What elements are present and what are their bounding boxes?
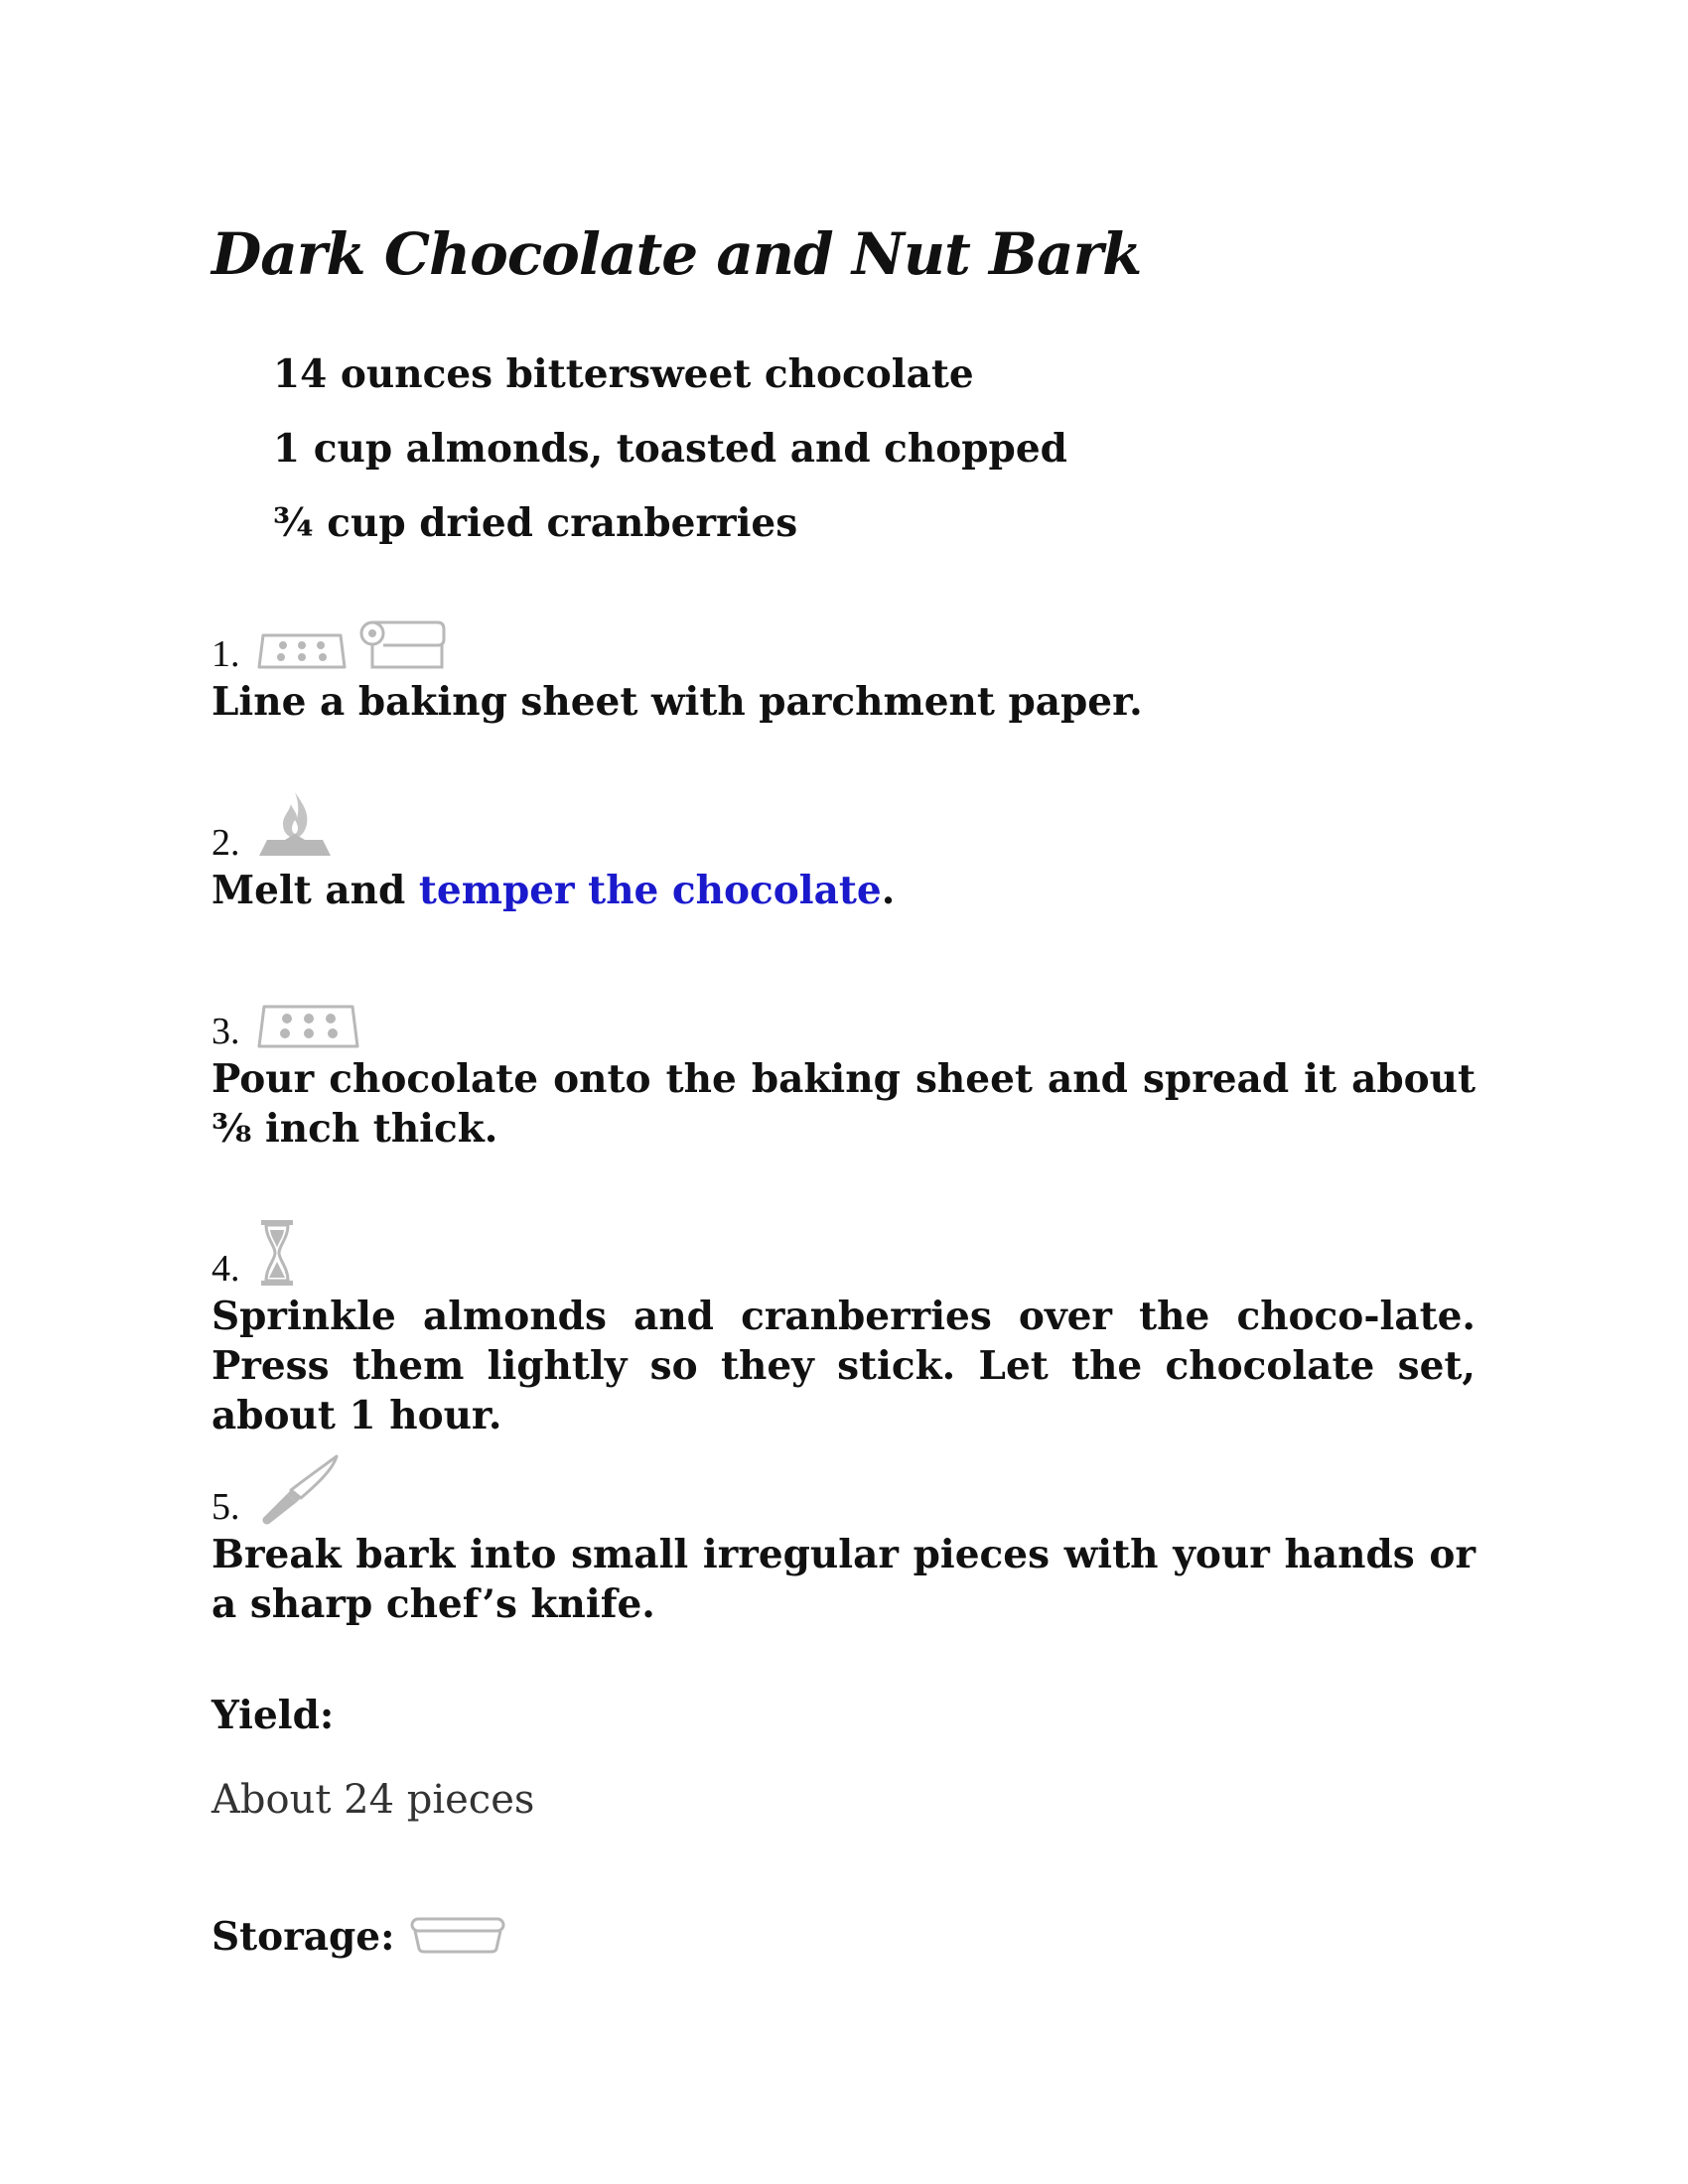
step-text-before-link: Melt and <box>211 868 419 913</box>
step-1 <box>211 614 1476 727</box>
step-text: Pour chocolate onto the baking sheet and spread it about ⅜ inch thick. <box>211 1056 1476 1152</box>
recipe-page <box>211 0 1476 2184</box>
recipe-title: Dark Chocolate and Nut Bark <box>211 220 1142 288</box>
step-text <box>211 866 1476 915</box>
temper-chocolate-link[interactable]: temper the chocolate <box>418 868 882 913</box>
storage-label: Storage: <box>211 1914 395 1960</box>
step-text: Line a baking sheet with parchment paper. <box>211 679 1143 725</box>
step-number: 4. <box>211 1248 240 1290</box>
storage-container-icon <box>409 1915 506 1959</box>
ingredient-item: 14 ounces bittersweet chocolate <box>273 351 974 397</box>
step-number: 1. <box>211 633 240 675</box>
step-number: 3. <box>211 1011 240 1052</box>
ingredient-item: ¾ cup dried cranberries <box>273 500 798 546</box>
step-4 <box>211 1228 1476 1440</box>
baking-sheet-icon <box>257 1003 360 1050</box>
step-text: Break bark into small irregular pieces with your hands or a sharp chef’s knife. <box>211 1532 1476 1627</box>
step-2 <box>211 802 1476 915</box>
step-number: 2. <box>211 822 240 864</box>
step-text: Sprinkle almonds and cranberries over the choco-late. Press them lightly so they stick. Let the chocolate set, about 1 hour. <box>211 1294 1476 1438</box>
step-5 <box>211 1466 1476 1629</box>
ingredient-list <box>273 338 1067 561</box>
parchment-roll-icon <box>358 619 448 673</box>
chef-knife-icon <box>257 1454 341 1526</box>
yield-label: Yield: <box>211 1693 335 1738</box>
step-3 <box>211 991 1476 1154</box>
storage-row <box>211 1914 506 1960</box>
yield-value: About 24 pieces <box>211 1777 535 1823</box>
step-text-after-link: . <box>881 868 896 913</box>
baking-sheet-icon <box>257 629 347 673</box>
ingredient-item: 1 cup almonds, toasted and chopped <box>273 426 1067 472</box>
hourglass-icon <box>257 1218 297 1288</box>
flame-burner-icon <box>257 790 333 862</box>
step-number: 5. <box>211 1486 240 1528</box>
